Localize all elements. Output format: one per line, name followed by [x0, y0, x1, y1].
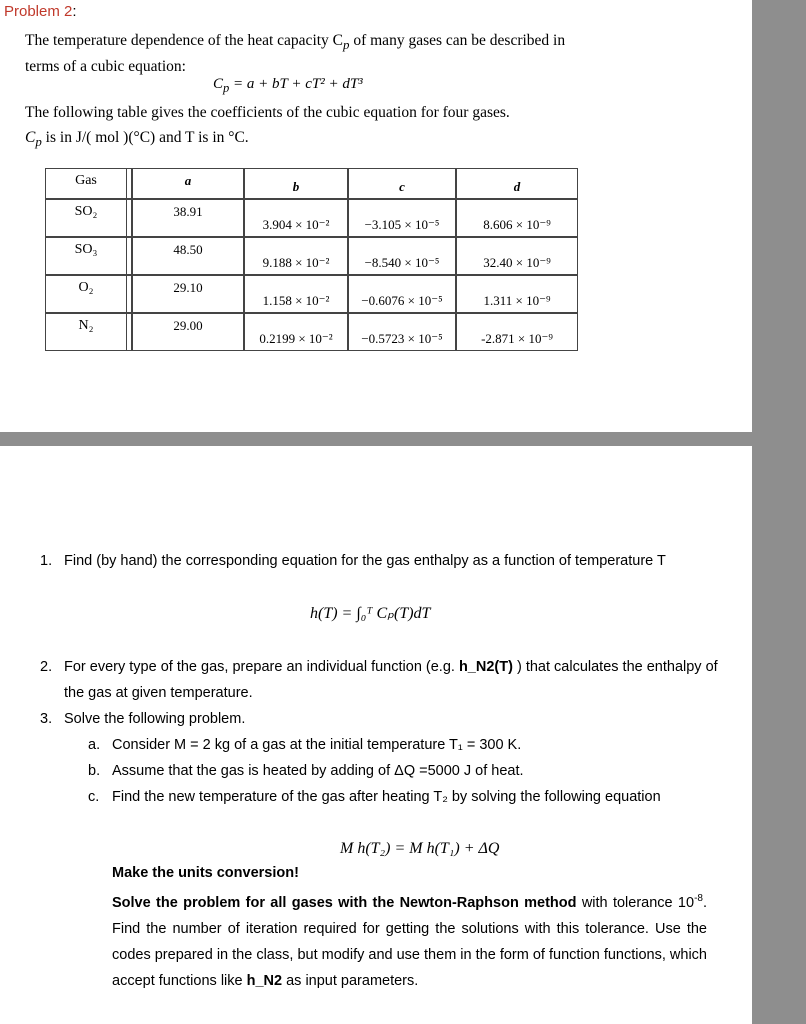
solve-function-name: h_N2	[246, 972, 283, 989]
cell-b: 9.188 × 10⁻²	[244, 237, 348, 275]
subtask-a-text: Consider M = 2 kg of a gas at the initial temperature T₁ = 300 K.	[112, 737, 522, 753]
intro-text-1: The temperature dependence of the heat capacity C	[25, 32, 344, 49]
task-1-text: Find (by hand) the corresponding equation for the gas enthalpy as a function of temperature T	[64, 553, 666, 569]
solve-method: Solve the problem for all gases with the Newton-Raphson method	[112, 894, 577, 911]
subtask-a-letter: a.	[88, 737, 101, 753]
subtask-b-letter: b.	[88, 763, 101, 779]
subtask-a	[88, 732, 708, 758]
energy-balance-equation: M h(T₂) = M h(T₁) + ΔQ	[340, 840, 500, 857]
cell-a: 29.10	[132, 275, 244, 313]
task-2-number: 2.	[40, 659, 53, 675]
task-3-text: Solve the following problem.	[64, 711, 246, 727]
subtask-b	[88, 758, 708, 784]
header-b	[244, 168, 348, 199]
task-2	[40, 654, 729, 706]
solve-exponent: -8	[694, 893, 703, 904]
intro-text-2: of many gases can be described in terms of a cubic equation:	[25, 32, 566, 76]
cell-gas: N₂	[45, 313, 127, 351]
cell-b: 3.904 × 10⁻²	[244, 199, 348, 237]
solve-text-a: with tolerance 10	[576, 894, 695, 911]
table-header-row	[45, 168, 578, 199]
coefficient-table	[45, 168, 578, 351]
header-b-label: b	[292, 179, 300, 194]
task-3	[40, 706, 705, 732]
table-intro-line: The following table gives the coefficients of the cubic equation for four gases.	[25, 104, 510, 121]
table-row	[45, 199, 578, 237]
cubic-eq-sub: p	[223, 81, 230, 95]
header-a	[132, 168, 244, 199]
cell-c: −0.5723 × 10⁻⁵	[348, 313, 456, 351]
intro-paragraph	[25, 30, 585, 78]
solve-text-c: as input parameters.	[282, 972, 419, 989]
units-note-text: Make the units conversion!	[112, 865, 299, 881]
problem-label: Problem 2	[4, 3, 73, 20]
units-cp: C	[25, 129, 36, 146]
table-intro	[25, 100, 595, 154]
cell-b: 0.2199 × 10⁻²	[244, 313, 348, 351]
units-text: is in J/( mol )(°C) and T is in °C.	[41, 129, 249, 146]
header-c	[348, 168, 456, 199]
page-top	[0, 0, 752, 432]
table-row	[45, 313, 578, 351]
header-a-label: a	[184, 173, 192, 188]
header-d	[456, 168, 578, 199]
task-2-text-b: ) that calculates the enthalpy of the gas at given temperature.	[64, 659, 718, 701]
cell-a: 29.00	[132, 313, 244, 351]
intro-sub: p	[343, 37, 350, 53]
cell-gas: O₂	[45, 275, 127, 313]
subtask-b-text: Assume that the gas is heated by adding of ΔQ =5000 J of heat.	[112, 763, 524, 779]
cell-b: 1.158 × 10⁻²	[244, 275, 348, 313]
enthalpy-equation: h(T) = ∫₀ᵀ Cₚ(T)dT	[310, 605, 431, 622]
header-c-label: c	[399, 179, 405, 194]
subtask-c-text: Find the new temperature of the gas after heating T₂ by solving the following equation	[112, 789, 661, 805]
cell-a: 38.91	[132, 199, 244, 237]
units-line	[25, 125, 595, 154]
cell-d: 1.311 × 10⁻⁹	[456, 275, 578, 313]
task-3-number: 3.	[40, 711, 53, 727]
cubic-eq-rhs: = a + bT + cT² + dT³	[229, 76, 363, 92]
problem-heading	[4, 3, 77, 20]
solve-instructions	[112, 886, 707, 994]
task-1	[40, 548, 705, 574]
cell-d: -2.871 × 10⁻⁹	[456, 313, 578, 351]
units-note	[112, 860, 707, 886]
task-2-text-a: For every type of the gas, prepare an individual function (e.g.	[64, 659, 459, 675]
cubic-eq-lhs: C	[213, 76, 224, 92]
page-separator	[0, 432, 752, 446]
subtask-c	[88, 784, 732, 810]
task-1-number: 1.	[40, 553, 53, 569]
table-row	[45, 237, 578, 275]
header-d-label: d	[513, 179, 521, 194]
cell-c: −8.540 × 10⁻⁵	[348, 237, 456, 275]
task-2-function-name: h_N2(T)	[458, 659, 513, 675]
units-cp-sub: p	[35, 134, 42, 150]
header-gas: Gas	[45, 168, 127, 199]
viewer-sidebar	[752, 0, 806, 1024]
cell-c: −0.6076 × 10⁻⁵	[348, 275, 456, 313]
cell-d: 8.606 × 10⁻⁹	[456, 199, 578, 237]
problem-colon: :	[72, 3, 77, 20]
subtask-c-letter: c.	[88, 789, 100, 805]
cell-gas: SO₂	[45, 199, 127, 237]
cell-c: −3.105 × 10⁻⁵	[348, 199, 456, 237]
cell-gas: SO₃	[45, 237, 127, 275]
cell-a: 48.50	[132, 237, 244, 275]
table-row	[45, 275, 578, 313]
cell-d: 32.40 × 10⁻⁹	[456, 237, 578, 275]
solve-text-b: . Find the number of iteration required for getting the solutions with this tolerance. Use the codes prepared in the class, but modify and use them in the form of function functions, which accept functions like	[112, 894, 707, 989]
cubic-equation	[213, 76, 363, 96]
